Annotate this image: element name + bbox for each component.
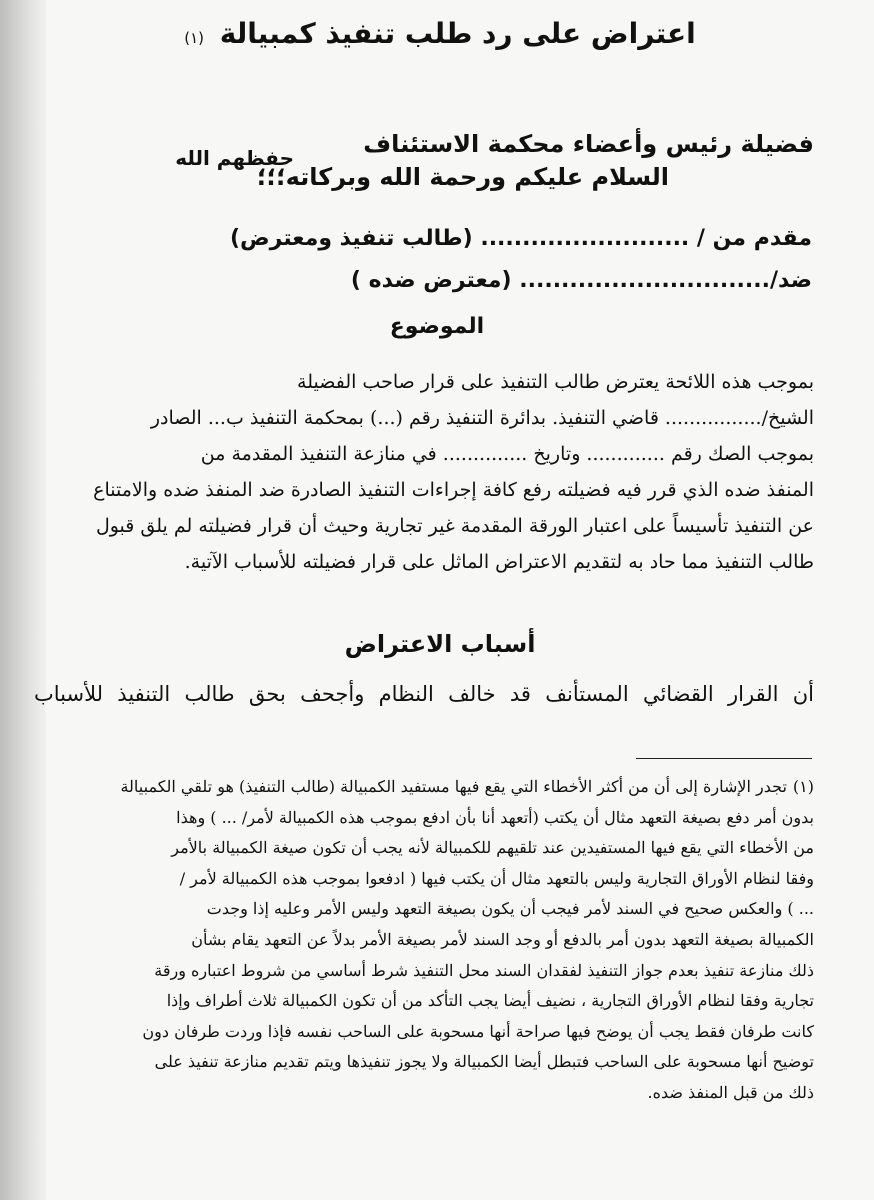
address-blessing: حفظهم الله [175,146,294,170]
footnote-line: تجارية وفقا لنظام الأوراق التجارية ، نضيف أيضا يجب التأكد من أن تكون الكمبيالة ثلاث أطراف وإذا [166,991,814,1011]
footnote-line: توضيح أنها مسحوبة على الساحب فتبطل أيضا الكمبيالة ولا يجوز تنفيذها ويتم تقديم منازعة تنفيذ على [154,1052,814,1072]
title-footnote-marker: (١) [184,29,204,47]
address-court: فضيلة رئيس وأعضاء محكمة الاستئناف [363,130,814,158]
address-greeting: السلام عليكم ورحمة الله وبركاته؛؛؛ [256,163,669,191]
body-paragraph [34,364,814,580]
body-line: عن التنفيذ تأسيساً على اعتبار الورقة المقدمة غير تجارية وحيث أن قرار فضيلته لم يلق قبول [95,515,814,537]
footnote [34,772,814,1109]
footnote-line: بدون أمر دفع بصيغة التعهد مثال أن يكتب (أتعهد أنا بأن ادفع بموجب هذه الكمبيالة لأمر/ ... ) وهذا [176,807,814,827]
footnote-marker: (١) [792,777,814,796]
footnote-line [34,772,814,803]
party-respondent: ضد/.............................. (معترض ضده ) [350,268,812,293]
reasons-first-line: أن القرار القضائي المستأنف قد خالف النظام وأجحف بحق طالب التنفيذ للأسباب [34,682,814,706]
reasons-heading: أسباب الاعتراض [344,630,536,658]
party-applicant: مقدم من / ......................... (طالب تنفيذ ومعترض) [229,226,812,251]
document-title [120,14,760,58]
footnote-line: ... ) والعكس صحيح في السند لأمر فيجب أن يكون بصيغة التعهد وليس الأمر وعليه إذا وجدت [206,899,814,919]
footnote-line: الكمبيالة بصيغة التعهد بدون أمر بالدفع أو وجد السند لأمر بصيغة الأمر بدلاً عن التعهد يقام بشأن [191,929,814,949]
footnote-line-text: تجدر الإشارة إلى أن من أكثر الأخطاء التي يقع فيها مستفيد الكمبيالة (طالب التنفيذ) هو تلقي الكمبيالة [120,777,787,796]
body-line: طالب التنفيذ مما حاد به لتقديم الاعتراض الماثل على قرار فضيلته للأسباب الآتية. [184,551,814,573]
body-line: الشيخ/................ قاضي التنفيذ. بدائرة التنفيذ رقم (...) بمحكمة التنفيذ ب... الصادر [150,407,814,429]
footnote-separator [636,758,812,759]
body-line: بموجب هذه اللائحة يعترض طالب التنفيذ على قرار صاحب الفضيلة [297,371,814,393]
footnote-line: ذلك من قبل المنفذ ضده. [647,1082,814,1102]
footnote-line: ذلك منازعة تنفيذ بعدم جواز التنفيذ لفقدان السند محل التنفيذ شرط أساسي من شروط اعتباره ورقة [154,960,814,980]
body-line: بموجب الصك رقم ............. وتاريخ .............. في منازعة التنفيذ المقدمة من [200,443,814,465]
title-text: اعتراض على رد طلب تنفيذ كمبيالة [219,17,696,50]
body-line: المنفذ ضده الذي قرر فيه فضيلته رفع كافة إجراءات التنفيذ الصادرة ضد المنفذ ضده والامتناع [93,479,814,501]
subject-heading: الموضوع [389,314,485,339]
footnote-line: وفقا لنظام الأوراق التجارية وليس بالتعهد مثال أن يكتب فيها ( ادفعوا بموجب هذه الكمبيالة لأمر / [179,868,814,888]
footnote-line: من الأخطاء التي يقع فيها المستفيدين عند تلقيهم للكمبيالة لأنه يجب أن تكون صيغة الكمبيالة بالأمر [171,838,814,858]
footnote-line: كانت طرفان فقط يجب أن يوضح فيها صراحة أنها مسحوبة على الساحب نفسه فإذا وردت طرفان دون [142,1021,814,1041]
